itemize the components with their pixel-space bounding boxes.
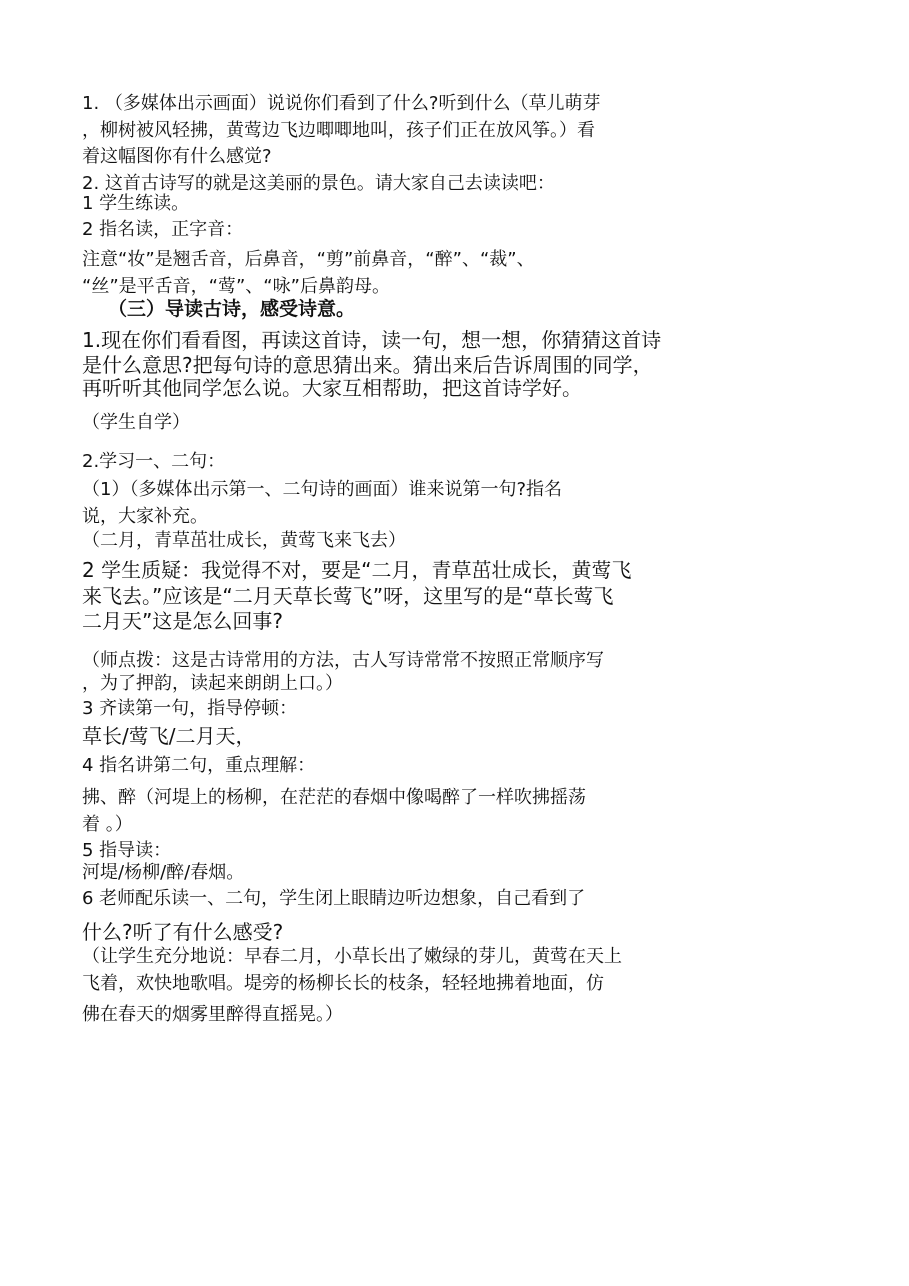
text-line: 二月天”这是怎么回事? [82, 609, 283, 633]
text-line: 1 学生练读。 [82, 193, 190, 214]
text-line: 1.现在你们看看图，再读这首诗，读一句，想一想，你猜猜这首诗 [82, 328, 662, 352]
section-heading: （三）导读古诗，感受诗意。 [108, 298, 356, 320]
text-line: 注意“妆”是翘舌音，后鼻音，“剪”前鼻音，“醉”、“裁”、 [82, 249, 535, 270]
text-line: 1. （多媒体出示画面）说说你们看到了什么?听到什么（草儿萌芽 [82, 93, 601, 114]
text-line: 着 。） [82, 814, 133, 835]
text-line: ，柳树被风轻拂，黄莺边飞边唧唧地叫，孩子们正在放风筝。）看 [82, 120, 595, 141]
text-line: 着这幅图你有什么感觉? [82, 146, 272, 167]
text-line: 飞着，欢快地歌唱。堤旁的杨柳长长的枝条，轻轻地拂着地面，仿 [82, 973, 604, 994]
text-line: 4 指名讲第二句，重点理解： [82, 755, 316, 776]
text-line: 佛在春天的烟雾里醉得直摇晃。） [82, 1004, 343, 1025]
text-line: 6 老师配乐读一、二句，学生闭上眼睛边听边想象，自己看到了 [82, 888, 586, 909]
text-line: “丝”是平舌音，“莺”、“咏”后鼻韵母。 [82, 276, 390, 297]
text-line: （1）（多媒体出示第一、二句诗的画面）谁来说第一句?指名 [82, 479, 563, 500]
text-line: （师点拨：这是古诗常用的方法，古人写诗常常不按照正常顺序写 [82, 650, 604, 671]
text-line: （学生自学） [82, 412, 190, 433]
text-line: 是什么意思?把每句诗的意思猜出来。猜出来后告诉周围的同学， [82, 353, 653, 377]
text-line: 2 学生质疑：我觉得不对，要是“二月，青草茁壮成长，黄莺飞 [82, 558, 632, 582]
text-line: 再听听其他同学怎么说。大家互相帮助，把这首诗学好。 [82, 376, 582, 400]
text-line: 2. 这首古诗写的就是这美丽的景色。请大家自己去读读吧： [82, 173, 555, 194]
text-line: 拂、醉（河堤上的杨柳，在茫茫的春烟中像喝醉了一样吹拂摇荡 [82, 787, 586, 808]
text-line: ，为了押韵，读起来朗朗上口。） [82, 673, 343, 694]
text-line: 什么?听了有什么感受? [82, 920, 284, 944]
text-line: 河堤/杨柳/醉/春烟。 [82, 862, 245, 883]
text-line: （二月，青草茁壮成长，黄莺飞来飞去） [82, 530, 406, 551]
text-line: 草长/莺飞/二月天， [82, 724, 256, 748]
text-line: 来飞去。”应该是“二月天草长莺飞”呀，这里写的是“草长莺飞 [82, 584, 614, 608]
text-line: （让学生充分地说：早春二月，小草长出了嫩绿的芽儿，黄莺在天上 [82, 946, 622, 967]
text-line: 5 指导读： [82, 840, 172, 861]
text-line: 2 指名读，正字音： [82, 219, 244, 240]
text-line: 2.学习一、二句： [82, 451, 226, 472]
text-line: 说，大家补充。 [82, 506, 208, 527]
text-line: 3 齐读第一句，指导停顿： [82, 698, 298, 719]
